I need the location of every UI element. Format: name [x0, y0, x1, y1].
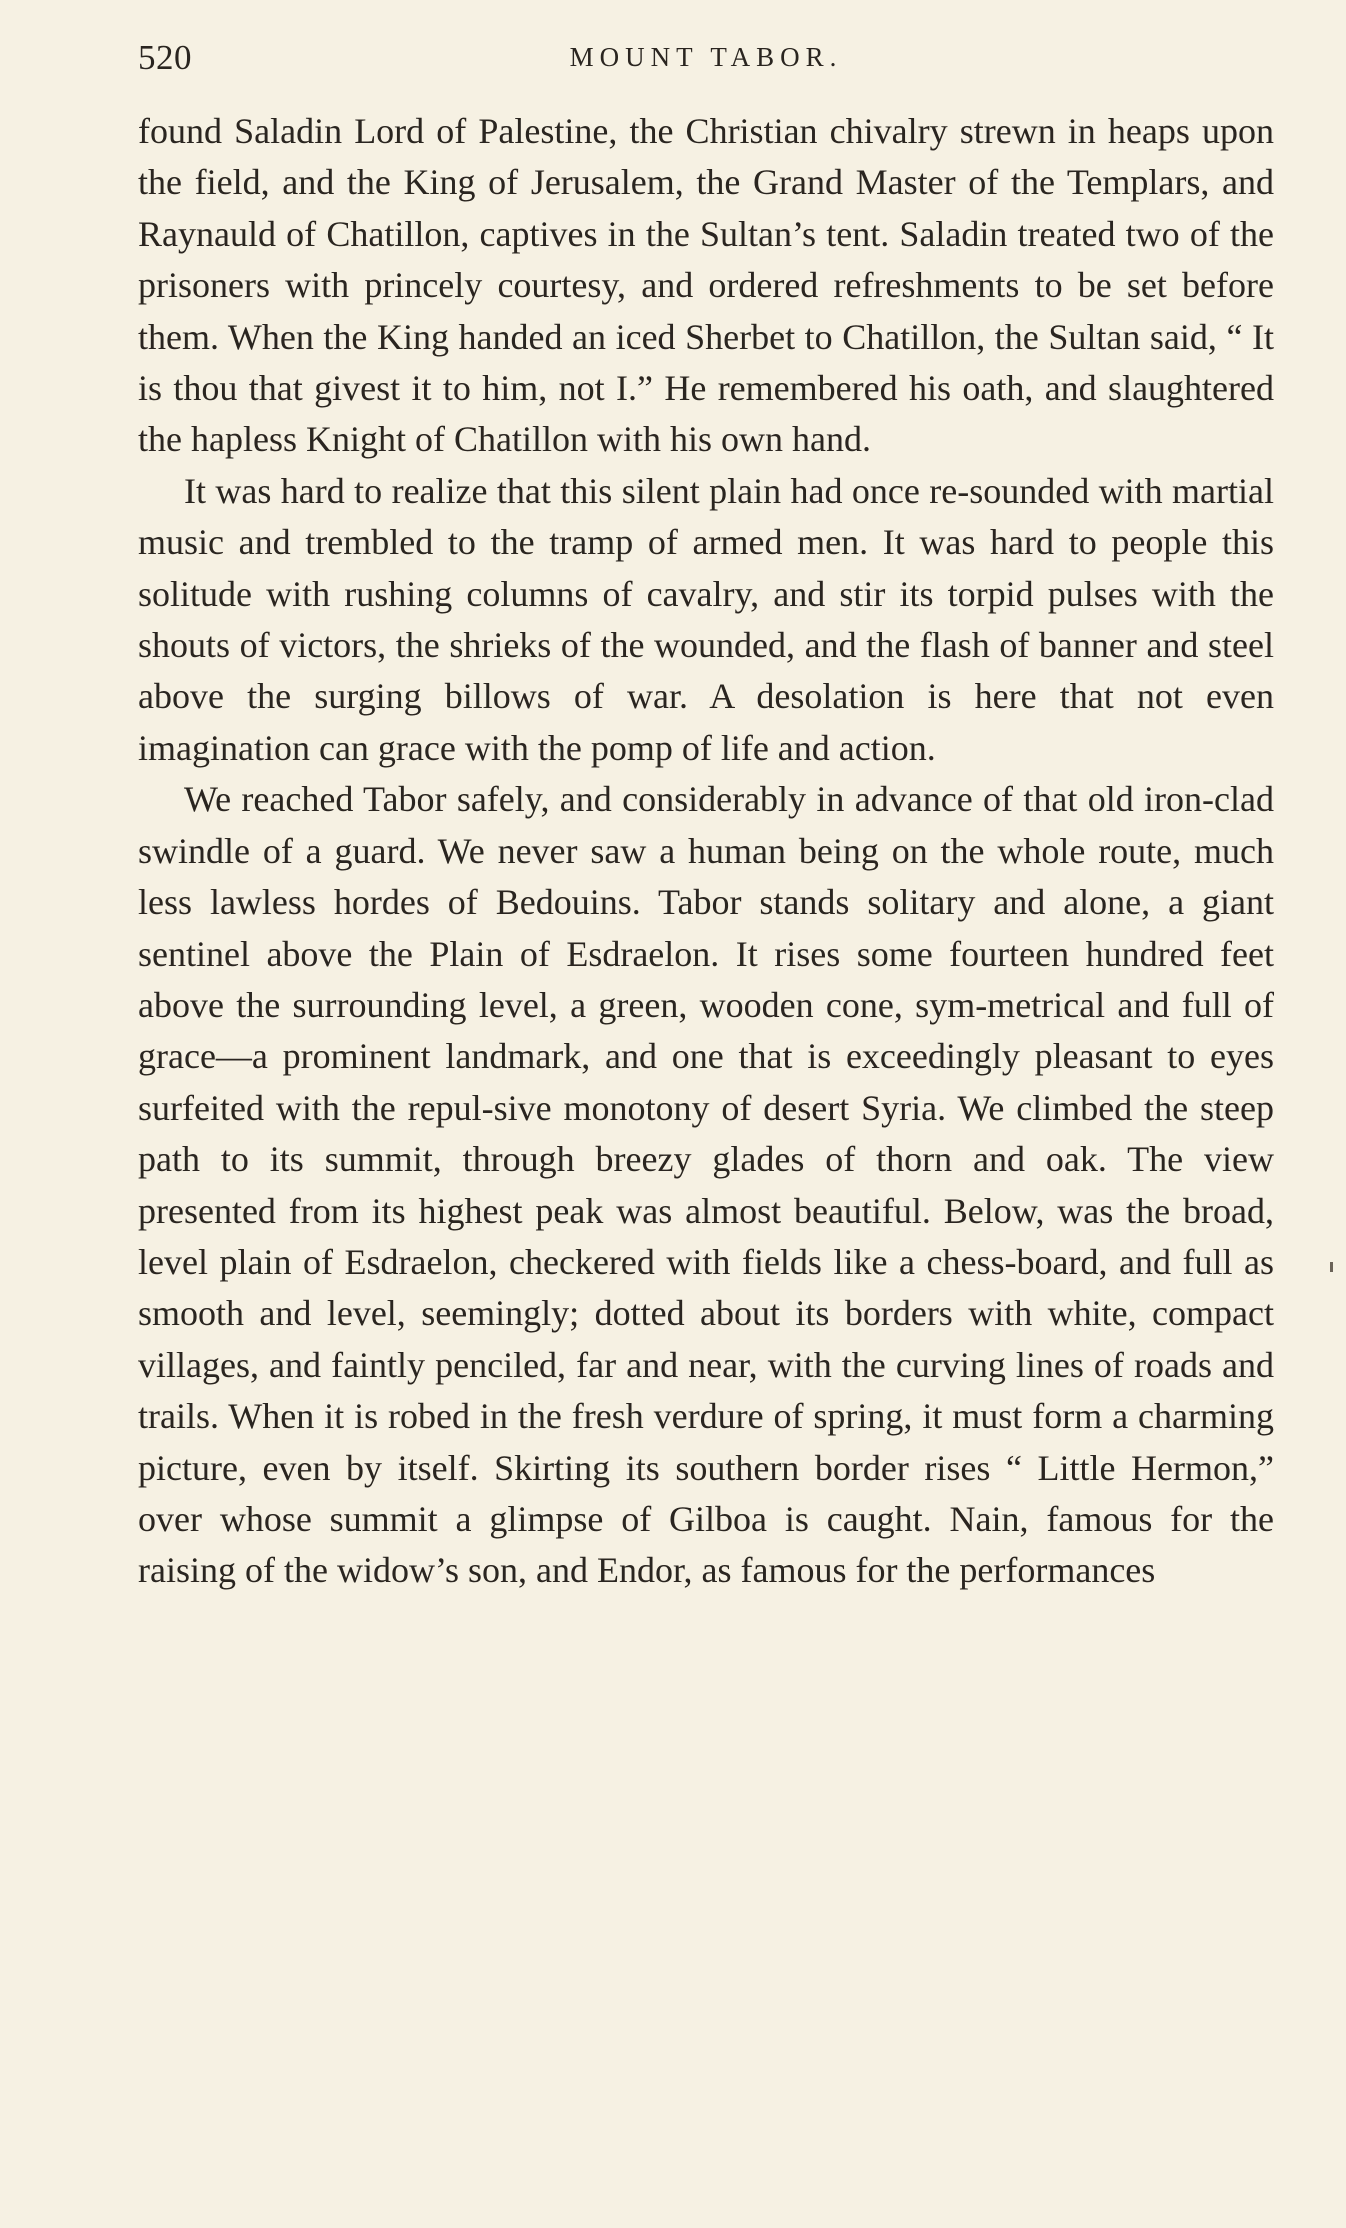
- body-text: [138, 106, 1274, 1597]
- stray-ink-mark: [1330, 1262, 1333, 1272]
- page-number: 520: [138, 38, 192, 77]
- page-header: [138, 38, 1274, 82]
- paragraph-silent-plain: It was hard to realize that this silent plain had once re-sounded with martial music and trembled to the tramp of armed men. It was hard to people this solitude with rushing columns of cavalry, and stir its torpid pulses with the shouts of victors, the shrieks of the wounded, and the flash of banner and steel above the surging billows of war. A desolation is here that not even imagination can grace with the pomp of life and action.: [138, 470, 1274, 768]
- paragraph-reached-tabor: We reached Tabor safely, and considerably in advance of that old iron-clad swindle of a guard. We never saw a human being on the whole route, much less lawless hordes of Bedouins. Tabor stands solitary and alone, a giant sentinel above the Plain of Esdraelon. It rises some fourteen hundred feet above the surrounding level, a green, wooden cone, sym-metrical and full of grace—a prominent landmark, and one that is exceedingly pleasant to eyes surfeited with the repul-sive monotony of desert Syria. We climbed the steep path to its summit, through breezy glades of thorn and oak. The view presented from its highest peak was almost beautiful. Below, was the broad, level plain of Esdraelon, checkered with fields like a chess-board, and full as smooth and level, seemingly; dotted about its borders with white, compact villages, and faintly penciled, far and near, with the curving lines of roads and trails. When it is robed in the fresh verdure of spring, it must form a charming picture, even by itself. Skirting its southern border rises “ Little Hermon,” over whose summit a glimpse of Gilboa is caught. Nain, famous for the raising of the widow’s son, and Endor, as famous for the performances: [138, 779, 1274, 1591]
- paragraph-continuation: found Saladin Lord of Palestine, the Christian chivalry strewn in heaps upon the field, and the King of Jerusalem, the Grand Master of the Templars, and Raynauld of Chatillon, captives in the Sultan’s tent. Saladin treated two of the prisoners with princely courtesy, and ordered refreshments to be set before them. When the King handed an iced Sherbet to Chatillon, the Sultan said, “ It is thou that givest it to him, not I.” He remembered his oath, and slaughtered the hapless Knight of Chatillon with his own hand.: [138, 111, 1274, 460]
- running-head: MOUNT TABOR.: [569, 42, 843, 72]
